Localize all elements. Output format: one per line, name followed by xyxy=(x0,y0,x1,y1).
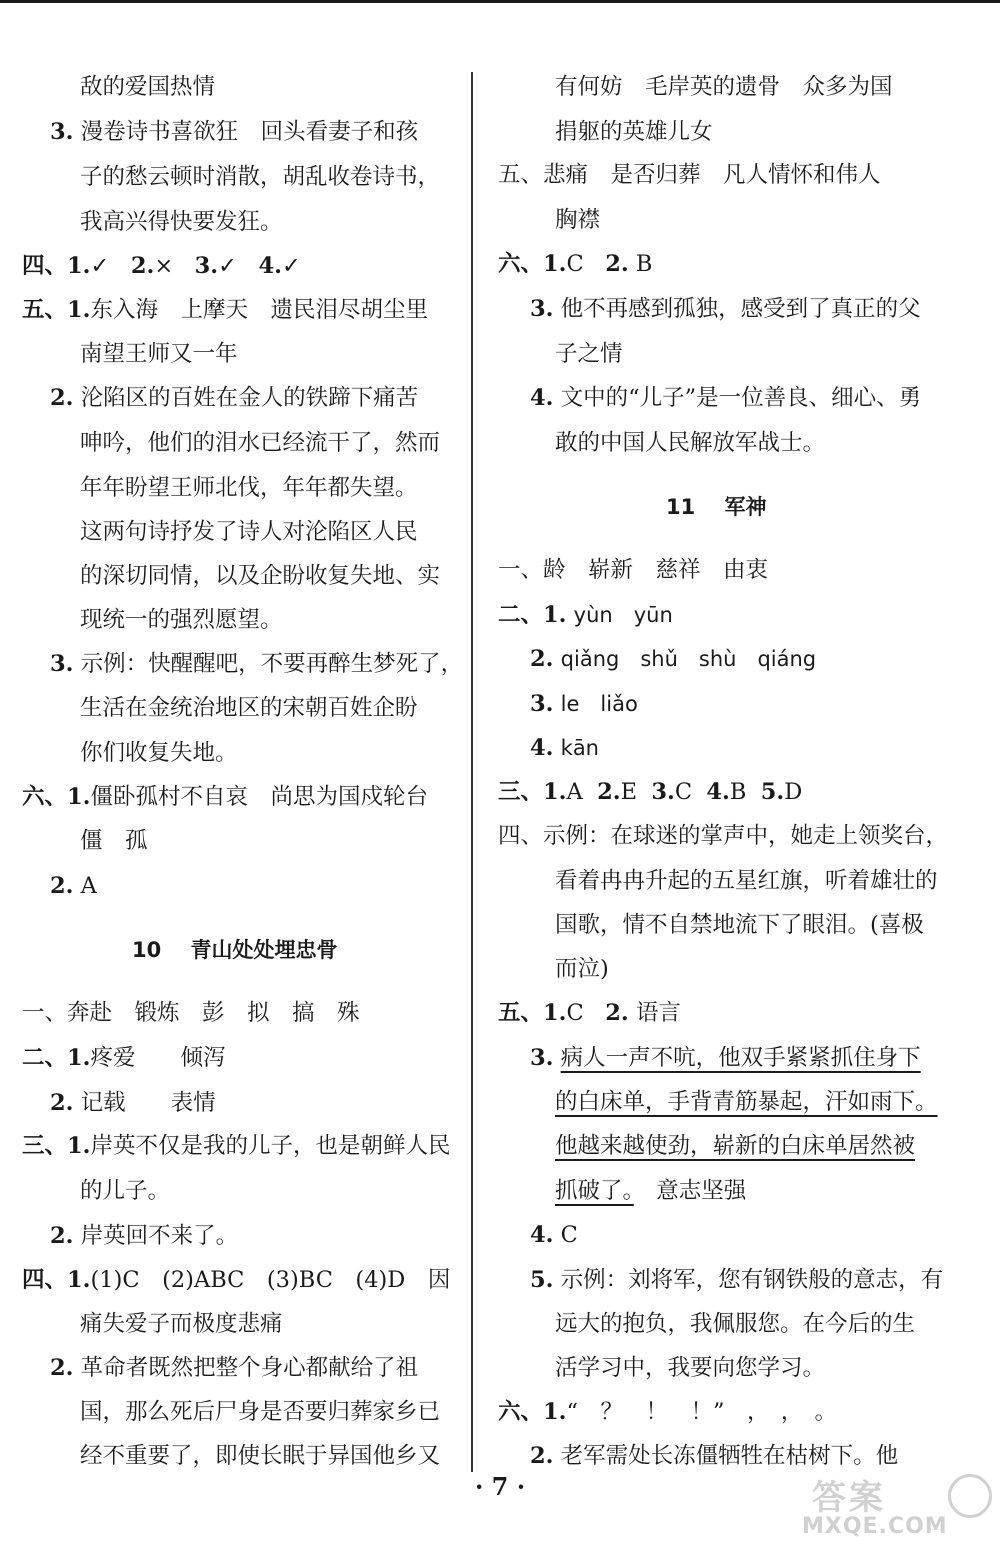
answer-text: 革命者既然把整个身心都献给了祖 xyxy=(80,1355,419,1381)
answer-line xyxy=(530,1441,898,1471)
answer-text: 岸英回不来了。 xyxy=(80,1223,239,1249)
answer-text: 示例：快醒醒吧，不要再醉生梦死了， xyxy=(80,651,464,677)
answer-text: 老军需处长冻僵牺牲在枯树下。他 xyxy=(560,1443,899,1469)
answer-line-judgement xyxy=(22,251,301,281)
item-number: 3. xyxy=(50,651,74,677)
answer-line: 生活在金统治地区的宋朝百姓企盼 xyxy=(80,695,418,721)
top-border-line xyxy=(0,0,1000,3)
item-number: 4. xyxy=(530,385,554,411)
answer-line: 南望王师又一年 xyxy=(80,341,238,367)
section-name: 军神 xyxy=(724,495,767,519)
item-number: 3. xyxy=(530,296,554,322)
answer-text: 语言 xyxy=(635,1000,681,1026)
item-number: 4. xyxy=(706,779,730,805)
answer-line: 呻吟，他们的泪水已经流干了，然而 xyxy=(80,430,441,456)
item-number: 2. xyxy=(597,779,621,805)
item-number: 2. xyxy=(605,251,629,277)
answer-text: C xyxy=(566,1000,584,1026)
item-number: 2. xyxy=(50,1355,74,1381)
answer-line xyxy=(22,1265,450,1295)
underlined-text: 抓破了。 xyxy=(555,1178,634,1204)
section-name: 青山处处埋忠骨 xyxy=(190,938,338,962)
answer-line xyxy=(22,1043,226,1073)
check-mark: ✓ xyxy=(281,253,301,279)
answer-line xyxy=(498,249,652,279)
item-number: 4. xyxy=(530,1222,554,1248)
item-number: 三、1. xyxy=(22,1133,91,1159)
pinyin-text: yùn yūn xyxy=(573,603,673,627)
answer-line xyxy=(498,1397,837,1427)
answer-text: 东入海 上摩天 遗民泪尽胡尘里 xyxy=(90,297,429,323)
answer-text: 漫卷诗书喜欲狂 回头看妻子和孩 xyxy=(80,119,419,145)
answer-line: 敢的中国人民解放军战士。 xyxy=(555,430,826,456)
answer-line: 远大的抱负，我佩服您。在今后的生 xyxy=(555,1311,916,1337)
item-number: 2. xyxy=(530,1443,554,1469)
answer-line: 僵 孤 xyxy=(80,828,148,854)
answer-line xyxy=(530,733,599,763)
item-number: 5. xyxy=(760,779,785,805)
underlined-text: 他越来越使劲，崭新的白床单居然被 xyxy=(555,1133,916,1159)
answer-text: 他不再感到孤独，感受到了真正的父 xyxy=(560,296,921,322)
page-number: · 7 · xyxy=(474,1472,526,1501)
section-number: 11 xyxy=(666,495,696,519)
answer-line xyxy=(555,1176,746,1206)
answer-line xyxy=(50,649,463,679)
answer-text: 记载 表情 xyxy=(80,1090,216,1116)
answer-line: 胸襟 xyxy=(555,207,601,233)
answer-text: 僵卧孤村不自哀 尚思为国戍轮台 xyxy=(90,784,429,810)
answer-line xyxy=(530,1043,921,1073)
answer-line xyxy=(50,871,97,901)
item-number: 2. xyxy=(130,253,155,279)
section-title-10 xyxy=(132,935,337,965)
section-title-11 xyxy=(666,492,766,522)
answer-line: 痛失爱子而极度悲痛 xyxy=(80,1311,283,1337)
answer-line: 而泣) xyxy=(555,956,609,982)
pinyin-text: kān xyxy=(560,736,599,760)
column-divider xyxy=(471,72,473,1472)
item-number: 五、1. xyxy=(22,297,91,323)
item-number: 2. xyxy=(50,1090,74,1116)
answer-line: 我高兴得快要发狂。 xyxy=(80,209,283,235)
answer-text: 示例：刘将军，您有钢铁般的意志，有 xyxy=(560,1267,944,1293)
answer-line xyxy=(498,600,673,630)
answer-line: 国，那么死后尸身是否要归葬家乡已 xyxy=(80,1399,441,1425)
item-number: 4. xyxy=(258,253,282,279)
answer-line: 有何妨 毛岸英的遗骨 众多为国 xyxy=(555,74,893,100)
underlined-text: 病人一声不吭，他双手紧紧抓住身下 xyxy=(560,1045,921,1071)
answer-line xyxy=(555,1087,938,1117)
answer-line xyxy=(50,383,418,413)
item-number: 3. xyxy=(50,119,74,145)
answer-line xyxy=(50,1088,216,1118)
answer-text: D xyxy=(784,779,803,805)
answer-text: C xyxy=(566,251,584,277)
answer-line: 一、龄 崭新 慈祥 由衷 xyxy=(498,557,769,583)
answer-line xyxy=(22,1131,451,1161)
answer-text: E xyxy=(620,779,637,805)
answer-text: 意志坚强 xyxy=(656,1178,747,1204)
item-number: 2. xyxy=(50,873,74,899)
answer-line: 你们收复失地。 xyxy=(80,740,238,766)
answer-text: 岸英不仅是我的儿子，也是朝鲜人民 xyxy=(90,1133,451,1159)
answer-line xyxy=(530,1220,578,1250)
answer-text: B xyxy=(729,779,747,805)
answer-line xyxy=(498,777,802,807)
item-number: 三、1. xyxy=(498,779,567,805)
section-number: 10 xyxy=(132,938,162,962)
answer-text: A xyxy=(80,873,97,899)
answer-line: 五、悲痛 是否归葬 凡人情怀和伟人 xyxy=(498,162,881,188)
item-number: 六、1. xyxy=(498,1399,567,1425)
item-number: 4. xyxy=(530,735,554,761)
answer-line xyxy=(530,689,638,719)
answer-text: 文中的“儿子”是一位善良、细心、勇 xyxy=(560,385,922,411)
answer-line xyxy=(50,1353,418,1383)
answer-text: C xyxy=(560,1222,578,1248)
answer-text: 沦陷区的百姓在金人的铁蹄下痛苦 xyxy=(80,385,419,411)
answer-text: (1)C (2)ABC (3)BC (4)D 因 xyxy=(90,1267,451,1293)
answer-line: 国歌，情不自禁地流下了眼泪。(喜极 xyxy=(555,912,924,938)
item-number: 3. xyxy=(651,779,675,805)
answer-line: 活学习中，我要向您学习。 xyxy=(555,1355,826,1381)
answer-line xyxy=(50,117,418,147)
answer-line: 的儿子。 xyxy=(80,1178,171,1204)
item-number: 3. xyxy=(530,691,554,717)
answer-text: B xyxy=(635,251,653,277)
watermark-seal-icon xyxy=(948,1474,992,1518)
answer-line xyxy=(50,1221,238,1251)
watermark xyxy=(778,1470,993,1540)
answer-line: 这两句诗抒发了诗人对沦陷区人民 xyxy=(80,519,418,545)
pinyin-text: qiǎng shǔ shù qiáng xyxy=(560,647,817,671)
answer-line: 的深切同情，以及企盼收复失地、实 xyxy=(80,563,441,589)
answer-line xyxy=(530,294,921,324)
answer-line xyxy=(555,1131,915,1161)
item-number: 2. xyxy=(50,1223,74,1249)
item-number: 六、1. xyxy=(22,784,91,810)
item-number: 2. xyxy=(50,385,74,411)
answer-line: 子之情 xyxy=(555,341,623,367)
answer-line: 一、奔赴 锻炼 彭 拟 搞 殊 xyxy=(22,1000,360,1026)
item-number: 五、1. xyxy=(498,1000,567,1026)
answer-line xyxy=(22,295,428,325)
answer-line xyxy=(530,1265,943,1295)
answer-line xyxy=(498,998,681,1028)
item-number: 二、1. xyxy=(22,1045,91,1071)
item-number: 六、1. xyxy=(498,251,567,277)
watermark-logo-text: 答案 xyxy=(812,1478,886,1518)
answer-line xyxy=(530,644,816,674)
answer-text: 疼爱 倾泻 xyxy=(90,1045,226,1071)
item-number: 二、1. xyxy=(498,602,567,628)
answer-line: 经不重要了，即使长眠于异国他乡又 xyxy=(80,1443,441,1469)
pinyin-text: le liǎo xyxy=(560,692,638,716)
answer-text: “ ？ ！ ！” ， ， 。 xyxy=(566,1399,838,1425)
answer-line xyxy=(530,383,921,413)
watermark-url: MXQE.COM xyxy=(802,1514,948,1539)
answer-line: 子的愁云顿时消散，胡乱收卷诗书， xyxy=(80,164,441,190)
item-number: 3. xyxy=(194,253,219,279)
answer-line: 现统一的强烈愿望。 xyxy=(80,607,283,633)
cross-mark: × xyxy=(154,253,174,279)
item-number: 四、1. xyxy=(22,253,91,279)
answer-line xyxy=(22,782,428,812)
answer-line: 看着冉冉升起的五星红旗，听着雄壮的 xyxy=(555,868,938,894)
underlined-text: 的白床单，手背青筋暴起，汗如雨下。 xyxy=(555,1089,938,1115)
check-mark: ✓ xyxy=(218,253,238,279)
answer-line: 捐躯的英雄儿女 xyxy=(555,119,713,145)
item-number: 四、1. xyxy=(22,1267,91,1293)
item-number: 5. xyxy=(530,1267,554,1293)
answer-line: 四、示例：在球迷的掌声中，她走上领奖台， xyxy=(498,823,949,849)
item-number: 2. xyxy=(530,646,554,672)
item-number: 3. xyxy=(530,1045,554,1071)
answer-line: 年年盼望王师北伐，年年都失望。 xyxy=(80,475,418,501)
answer-text: C xyxy=(674,779,693,805)
answer-text: A xyxy=(566,779,583,805)
item-number: 2. xyxy=(605,1000,629,1026)
answer-line: 敌的爱国热情 xyxy=(80,74,216,100)
check-mark: ✓ xyxy=(90,253,110,279)
